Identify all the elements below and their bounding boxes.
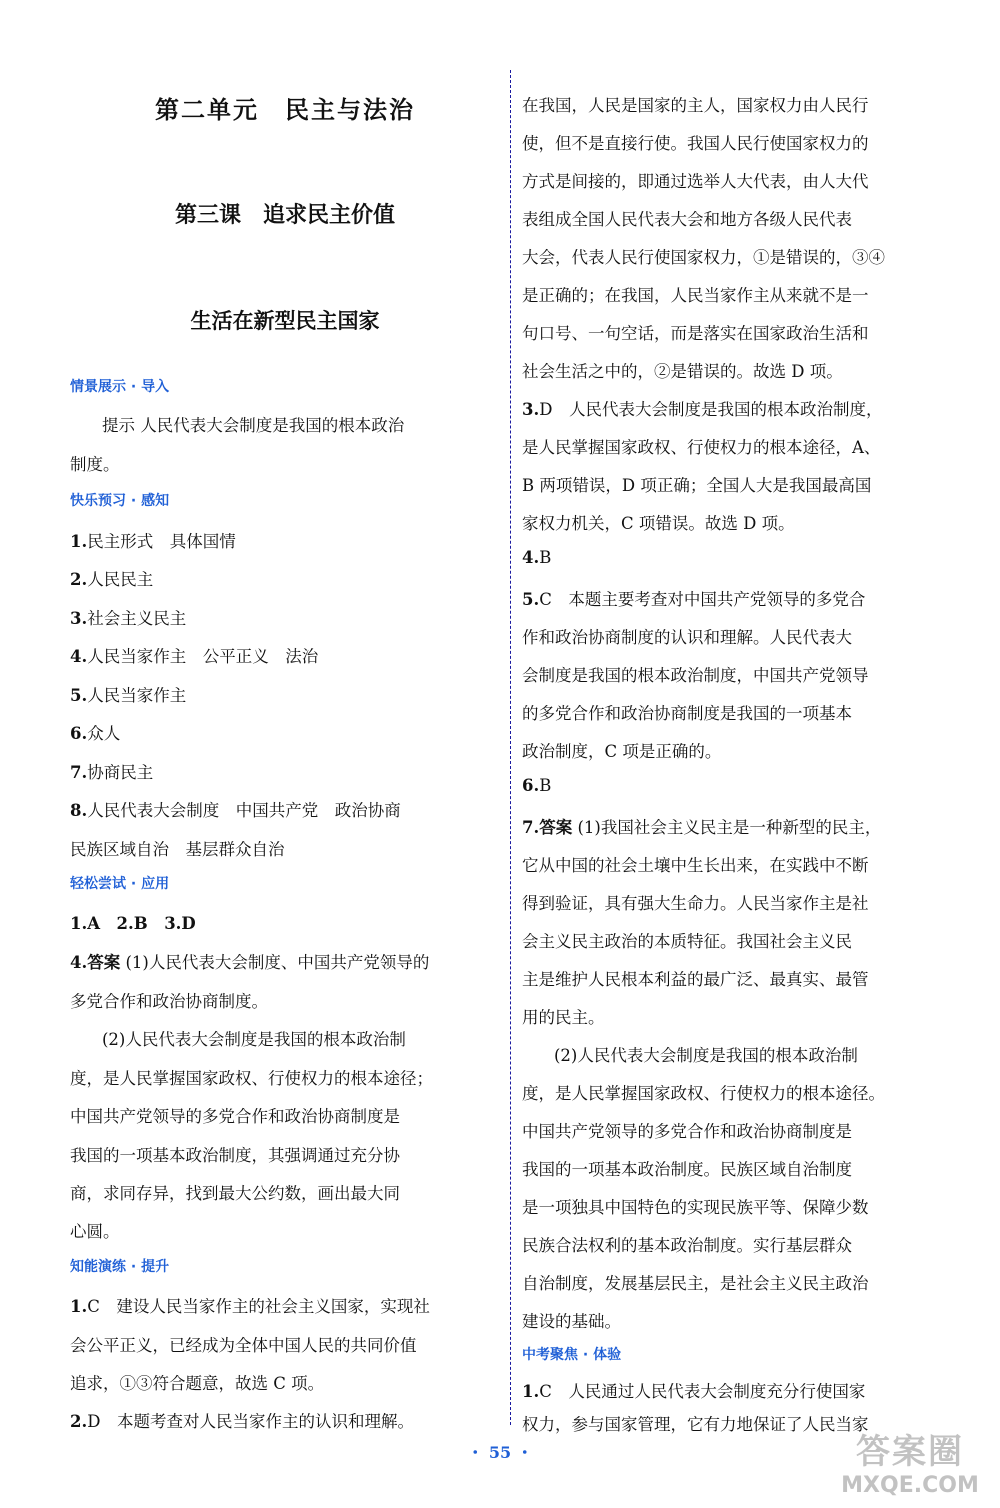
page-number: ・ 55 ・ bbox=[467, 1443, 533, 1462]
practice-answer-2-line-1: 2.D 本题考查对人民当家作主的认识和理解。 bbox=[70, 1412, 414, 1431]
try-answer-4-line-2: 多党合作和政治协商制度。 bbox=[70, 992, 268, 1011]
preview-item-8-cont: 民族区域自治 基层群众自治 bbox=[70, 840, 285, 859]
try-answer-4-line-1: 4.答案 (1)人民代表大会制度、中国共产党领导的 bbox=[70, 953, 430, 972]
exam-answer-1-line-2: 权力，参与国家管理，它有力地保证了人民当家 bbox=[522, 1415, 869, 1434]
answer-7-line-4: 会主义民主政治的本质特征。我国社会主义民 bbox=[522, 932, 852, 951]
answer-7-line-3: 得到验证，具有强大生命力。人民当家作主是社 bbox=[522, 894, 869, 913]
heading-scene: 情景展示 · 导入 bbox=[70, 379, 170, 395]
preview-item-8: 8.人民代表大会制度 中国共产党 政治协商 bbox=[70, 801, 401, 820]
answer-3-line-1: 3.D 人民代表大会制度是我国的根本政治制度， bbox=[522, 400, 883, 419]
heading-try: 轻松尝试 · 应用 bbox=[70, 876, 170, 892]
preview-item-3: 3.社会主义民主 bbox=[70, 609, 187, 628]
answer-6: 6.B bbox=[522, 776, 552, 795]
preview-item-5: 5.人民当家作主 bbox=[70, 686, 187, 705]
watermark-logo bbox=[840, 1424, 980, 1498]
try-answers-1-3: 1.A 2.B 3.D bbox=[70, 914, 196, 933]
answer-2-cont-7: 句口号、一句空话，而是落实在国家政治生活和 bbox=[522, 324, 869, 343]
heading-exam-focus: 中考聚焦 · 体验 bbox=[522, 1347, 622, 1363]
answer-7-line-10: 我国的一项基本政治制度。民族区域自治制度 bbox=[522, 1160, 852, 1179]
answer-7-line-11: 是一项独具中国特色的实现民族平等、保障少数 bbox=[522, 1198, 869, 1217]
answer-5-line-1: 5.C 本题主要考查对中国共产党领导的多党合 bbox=[522, 590, 866, 609]
lesson-title: 第三课 追求民主价值 bbox=[174, 203, 395, 228]
answer-2-cont-5: 大会，代表人民行使国家权力，①是错误的，③④ bbox=[522, 248, 885, 267]
answer-7-line-7: (2)人民代表大会制度是我国的根本政治制 bbox=[554, 1046, 858, 1065]
answer-7-line-9: 中国共产党领导的多党合作和政治协商制度是 bbox=[522, 1122, 852, 1141]
answer-7-line-1: 7.答案 (1)我国社会主义民主是一种新型的民主， bbox=[522, 818, 882, 837]
answer-3-line-4: 家权力机关，C 项错误。故选 D 项。 bbox=[522, 514, 795, 533]
answer-2-cont-4: 表组成全国人民代表大会和地方各级人民代表 bbox=[522, 210, 852, 229]
answer-3-line-2: 是人民掌握国家政权、行使权力的根本途径，A、 bbox=[522, 438, 881, 457]
answer-2-cont-3: 方式是间接的，即通过选举人大代表，由人大代 bbox=[522, 172, 869, 191]
answer-3-line-3: B 两项错误，D 项正确；全国人大是我国最高国 bbox=[522, 476, 872, 495]
try-answer-4-line-7: 商，求同存异，找到最大公约数，画出最大同 bbox=[70, 1184, 400, 1203]
answer-7-line-14: 建设的基础。 bbox=[522, 1312, 621, 1331]
preview-item-4: 4.人民当家作主 公平正义 法治 bbox=[70, 647, 319, 666]
tip-line-2: 制度。 bbox=[70, 455, 120, 474]
preview-item-1: 1.民主形式 具体国情 bbox=[70, 532, 236, 551]
heading-preview: 快乐预习 · 感知 bbox=[70, 493, 170, 509]
try-answer-4-line-3: (2)人民代表大会制度是我国的根本政治制 bbox=[102, 1030, 406, 1049]
answer-2-cont-2: 使，但不是直接行使。我国人民行使国家权力的 bbox=[522, 134, 869, 153]
preview-item-6: 6.众人 bbox=[70, 724, 121, 743]
answer-2-cont-1: 在我国，人民是国家的主人，国家权力由人民行 bbox=[522, 96, 869, 115]
practice-answer-1-line-1: 1.C 建设人民当家作主的社会主义国家，实现社 bbox=[70, 1297, 430, 1316]
preview-item-7: 7.协商民主 bbox=[70, 763, 154, 782]
answer-2-cont-8: 社会生活之中的，②是错误的。故选 D 项。 bbox=[522, 362, 843, 381]
answer-7-line-2: 它从中国的社会土壤中生长出来，在实践中不断 bbox=[522, 856, 869, 875]
try-answer-4-line-6: 我国的一项基本政治制度，其强调通过充分协 bbox=[70, 1146, 400, 1165]
answer-4: 4.B bbox=[522, 548, 552, 567]
answer-7-line-8: 度，是人民掌握国家政权、行使权力的根本途径。 bbox=[522, 1084, 885, 1103]
answer-2-cont-6: 是正确的；在我国，人民当家作主从来就不是一 bbox=[522, 286, 869, 305]
try-answer-4-line-4: 度，是人民掌握国家政权、行使权力的根本途径； bbox=[70, 1069, 433, 1088]
unit-title: 第二单元 民主与法治 bbox=[155, 95, 415, 124]
answer-7-line-6: 用的民主。 bbox=[522, 1008, 605, 1027]
heading-practice: 知能演练 · 提升 bbox=[70, 1259, 170, 1275]
answer-5-line-2: 作和政治协商制度的认识和理解。人民代表大 bbox=[522, 628, 852, 647]
column-divider bbox=[510, 70, 512, 1425]
tip-line-1: 提示 人民代表大会制度是我国的根本政治 bbox=[102, 416, 405, 435]
answer-5-line-3: 会制度是我国的根本政治制度，中国共产党领导 bbox=[522, 666, 869, 685]
try-answer-4-line-5: 中国共产党领导的多党合作和政治协商制度是 bbox=[70, 1107, 400, 1126]
practice-answer-1-line-3: 追求，①③符合题意，故选 C 项。 bbox=[70, 1374, 325, 1393]
answer-7-line-13: 自治制度，发展基层民主，是社会主义民主政治 bbox=[522, 1274, 869, 1293]
watermark-logo-bottom: MXQE.COM bbox=[841, 1473, 979, 1498]
answer-5-line-4: 的多党合作和政治协商制度是我国的一项基本 bbox=[522, 704, 852, 723]
section-title: 生活在新型民主国家 bbox=[190, 309, 380, 333]
watermark-logo-top: 答案圈 bbox=[856, 1432, 964, 1472]
answer-5-line-5: 政治制度，C 项是正确的。 bbox=[522, 742, 722, 761]
preview-item-2: 2.人民民主 bbox=[70, 570, 154, 589]
answer-7-line-12: 民族合法权利的基本政治制度。实行基层群众 bbox=[522, 1236, 852, 1255]
exam-answer-1-line-1: 1.C 人民通过人民代表大会制度充分行使国家 bbox=[522, 1382, 866, 1401]
practice-answer-1-line-2: 会公平正义，已经成为全体中国人民的共同价值 bbox=[70, 1336, 417, 1355]
try-answer-4-line-8: 心圆。 bbox=[70, 1222, 120, 1241]
answer-7-line-5: 主是维护人民根本利益的最广泛、最真实、最管 bbox=[522, 970, 869, 989]
